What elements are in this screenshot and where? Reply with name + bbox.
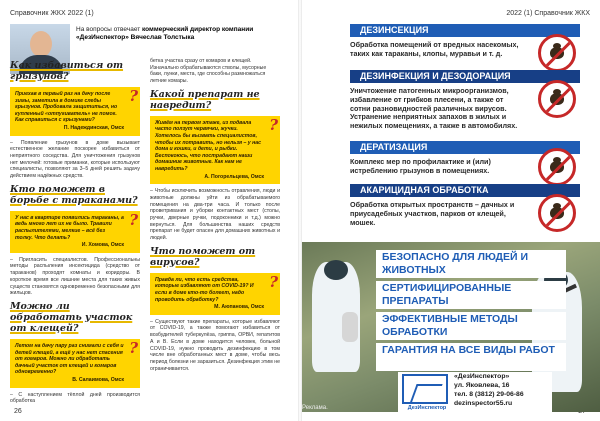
left-page-number: 26	[14, 408, 22, 415]
author-head	[30, 31, 52, 57]
question-mark-icon: ?	[129, 338, 138, 357]
answer-paragraph: – Чтобы исключить возможность отравления, люди и животные должны уйти из обрабатываемого помещения на два-три часа. И только после проветривания и уборки контактных мест (столы, ручки, дверные ручки, подоконники и т.д.) можно вернуться. Для большинства наших средств препарат не будет опасен для домашних животных и людей.	[150, 188, 280, 242]
intro-role: коммерческий директор компании «ДезИнспектор» Вячеслав Толстыка	[76, 26, 254, 41]
company-phone: тел. 8 (3812) 29-06-86	[454, 391, 524, 398]
reader-signature: А. Погорельцева, Омск	[204, 173, 264, 180]
ad-label: Реклама.	[302, 405, 328, 411]
reader-question-box	[10, 211, 140, 253]
reader-question-text: Приехав в первый раз на дачу после зимы, заметила в домике следы грызунов. Пробовала защититься, но купленный «отпугиватель» не помог. Как справиться с грызунами?	[15, 91, 118, 124]
slogan-effective: ЭФФЕКТИВНЫЕ МЕТОДЫ ОБРАБОТКИ	[376, 312, 566, 340]
logo-wordmark: ДезИнспектор	[407, 405, 447, 411]
reader-signature: В. Салаимова, Омск	[72, 376, 124, 383]
intro-prefix: На вопросы отвечает	[76, 26, 142, 33]
tick-prohibited-icon	[538, 194, 576, 232]
left-column	[10, 58, 140, 409]
reader-signature: П. Надеждинская, Омск	[63, 124, 124, 131]
right-column	[150, 58, 280, 376]
reader-question-box	[150, 116, 280, 184]
question-mark-icon: ?	[129, 210, 138, 229]
service-text-deratization: Комплекс мер по профилактике и (или) истреблению грызунов в помещениях.	[350, 157, 491, 175]
answer-paragraph: – Существуют такие препараты, которые избавляют от COVID-19, а также помогают избавиться от возбудителей туберкулёза, гриппа, ОРВИ, гепатитов А и В. Если в доме находится человек, больной COVID-19, нужно проводить дезинфекцию в том числе вне обработанных мест в доме, чтобы весь период болезни не заразиться. Дезинфекция этим не ограничивается.	[150, 318, 280, 372]
reader-question-box	[10, 87, 140, 136]
company-address: ул. Яковлева, 16	[454, 382, 510, 389]
company-name: «ДезИнспектор»	[454, 373, 510, 380]
reader-question-box	[10, 339, 140, 388]
reader-question-text: Летом на дачу пару раз снимали с себя и детей клещей, а ещё у нас нет спасения от комаров. Можно ли обработать дачный участок от клещей и комаров одновременно?	[15, 342, 124, 376]
question-heading-ticks: Можно ли обработать участок от клещей?	[10, 300, 133, 334]
bug-prohibited-icon	[538, 34, 576, 72]
question-mark-icon: ?	[129, 87, 138, 105]
reader-signature: И. Хомова, Омск	[81, 242, 124, 249]
question-mark-icon: ?	[269, 272, 278, 291]
reader-question-text: Правда ли, что есть средства, которые избавляют от COVID-19? И если в доме кто-то болеет, надо проводить обработку?	[155, 276, 254, 303]
question-mark-icon: ?	[269, 115, 278, 134]
reader-question-text: Живём на первом этаже, из подвала часто ползут червячки, жучки. Хотелось бы вызвать специалистов, чтобы их потравить, но нельзя – у нас дома и кошки, и дети, и рыбки. Беспокоюсь, что пострадают наши домашние животные. Как нам не навредить?	[155, 119, 262, 172]
question-heading-viruses: Что поможет от вирусов?	[150, 245, 256, 268]
slogan-certified: СЕРТИФИЦИРОВАННЫЕ ПРЕПАРАТЫ	[376, 281, 566, 309]
answer-paragraph: – С наступлением тёплой дней производится обработка	[10, 391, 140, 405]
left-running-head: Справочник ЖКХ 2022 (1)	[10, 10, 94, 17]
service-band-deratization: ДЕРАТИЗАЦИЯ	[350, 141, 580, 154]
bacteria-prohibited-icon	[538, 80, 576, 118]
question-heading-cockroaches: Кто поможет в борьбе с тараканами?	[10, 183, 138, 206]
reader-question-text: У нас в квартире появились тараканы, а ведь много лет их не было. Травили распылителями, мелкие – всё без толку. Что делать?	[15, 214, 124, 241]
contact-box	[398, 372, 552, 412]
question-heading-rodents: Как избавиться от грызунов?	[10, 60, 124, 82]
service-text-disinfection: Уничтожение патогенных микроорганизмов, избавление от грибков плесени, а также от сотни разновидностей различных вирусов. Устранение неприятных запахов в жилых и нежилых помещениях, а также в автомобилях.	[350, 86, 518, 131]
company-website[interactable]: dezinspector55.ru	[454, 400, 513, 407]
article-intro	[76, 26, 286, 42]
answer-paragraph: – Появление грызунов в доме вызывает естественное желание поскорее избавиться от неприятного соседства. Для уничтожения грызунов нет мелочей: готовые приманки, которые используют специалисты, позволяют за 3–5 дней решить задачу действием надёжных средств.	[10, 139, 140, 180]
service-band-disinsection: ДЕЗИНСЕКЦИЯ	[350, 24, 580, 37]
answer-paragraph: бетка участка сразу от комаров и клещей. Изначально обрабатываются стволы, мусорные баки, лунки, места, где способны размножаться летние комары.	[150, 58, 267, 85]
right-running-head: 2022 (1) Справочник ЖКХ	[506, 10, 590, 17]
spray-tank	[342, 312, 358, 342]
slogan-safe: БЕЗОПАСНО ДЛЯ ЛЮДЕЙ И ЖИВОТНЫХ	[376, 250, 566, 278]
service-text-disinsection: Обработка помещений от вредных насекомых, таких как тараканы, клопы, муравьи и т. д.	[350, 40, 519, 58]
answer-paragraph: – Пригласить специалистов. Профессиональны методы распыления инсектицида (средство от тараканов) проходят комнаты и коридоры. В короткое время все лишние места для таких живых существ становятся одновременно безопасными для жильцов.	[10, 256, 140, 297]
question-heading-safe-product: Какой препарат не навредит?	[150, 88, 260, 111]
reader-signature: М. Аюпанова, Омск	[214, 304, 264, 311]
company-logo	[402, 374, 448, 404]
service-band-disinfection: ДЕЗИНФЕКЦИЯ И ДЕЗОДОРАЦИЯ	[350, 70, 580, 83]
service-text-acaricidal: Обработка открытых пространств – дачных и приусадебных участков, парков от клещей, мошек.	[350, 200, 515, 227]
slogan-guarantee: ГАРАНТИЯ НА ВСЕ ВИДЫ РАБОТ	[376, 343, 566, 371]
reader-question-box	[150, 273, 280, 315]
service-band-acaricidal: АКАРИЦИДНАЯ ОБРАБОТКА	[350, 184, 580, 197]
rat-prohibited-icon	[538, 148, 576, 186]
